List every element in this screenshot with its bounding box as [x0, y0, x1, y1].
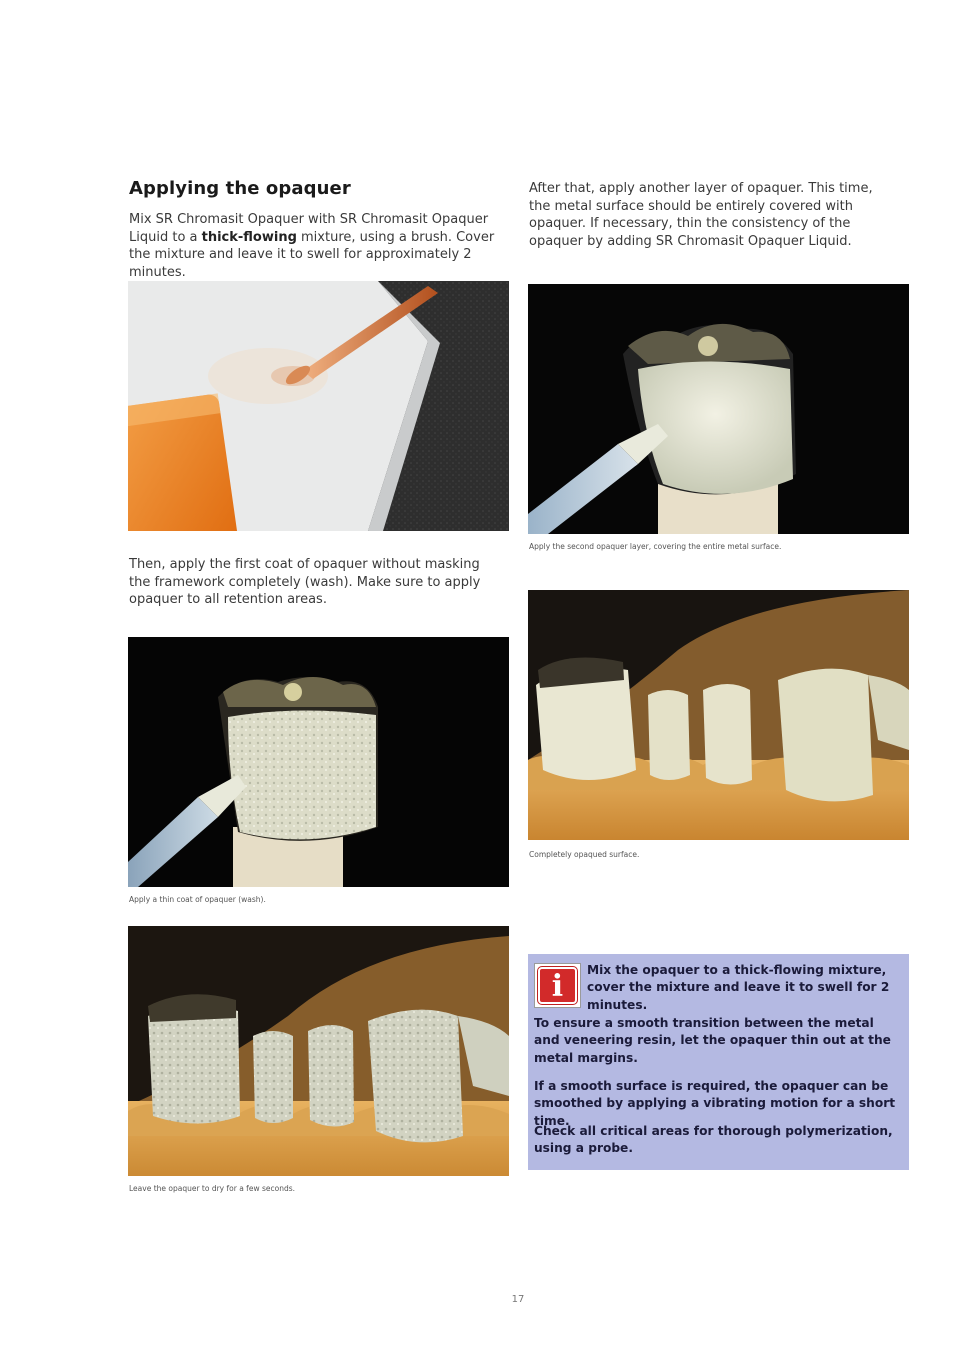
intro-text-2: mixture, using a brush. Cover the mixture and leave it to swell for approximately 2 minutes.: [129, 229, 495, 280]
info-tip-4: Check all critical areas for thorough polymerization, using a probe.: [534, 1124, 893, 1156]
intro-text-1: Mix SR Chromasit Opaquer with SR Chromasit Opaquer Liquid to a: [129, 212, 489, 245]
info-tip-1: Mix the opaquer to a thick-flowing mixture, cover the mixture and leave it to swell for 2 minutes.: [587, 963, 890, 1012]
caption-opaqued: Completely opaqued surface.: [529, 850, 640, 859]
info-box: [528, 954, 909, 1170]
photo-mixing-palette: [128, 281, 509, 531]
second-layer-paragraph: After that, apply another layer of opaquer. This time, the metal surface should be entirely covered with opaquer. If necessary, thin the consistency of the opaquer by adding SR Chromasit Opaquer Liquid.: [529, 181, 873, 249]
info-icon: i: [534, 963, 581, 1008]
intro-paragraph: [129, 211, 499, 281]
page-number: 17: [511, 1294, 525, 1305]
first-coat-paragraph: Then, apply the first coat of opaquer without masking the framework completely (wash). Make sure to apply opaquer to all retention areas.: [129, 557, 481, 608]
info-tip-2: To ensure a smooth transition between the metal and veneering resin, let the opaquer thin out at the metal margins.: [534, 1016, 891, 1065]
caption-dry: Leave the opaquer to dry for a few seconds.: [129, 1184, 295, 1193]
photo-opaqued-surface: [528, 590, 909, 840]
photo-wash-coat: [128, 637, 509, 887]
caption-second-layer: Apply the second opaquer layer, covering the entire metal surface.: [529, 542, 782, 551]
photo-second-layer: [528, 284, 909, 534]
intro-bold: thick-flowing: [201, 229, 297, 245]
info-tip-3: If a smooth surface is required, the opaquer can be smoothed by applying a vibrating motion for a short time.: [534, 1079, 896, 1128]
photo-dry: [128, 926, 509, 1176]
page-title: Applying the opaquer: [129, 178, 351, 199]
caption-wash: Apply a thin coat of opaquer (wash).: [129, 895, 266, 904]
